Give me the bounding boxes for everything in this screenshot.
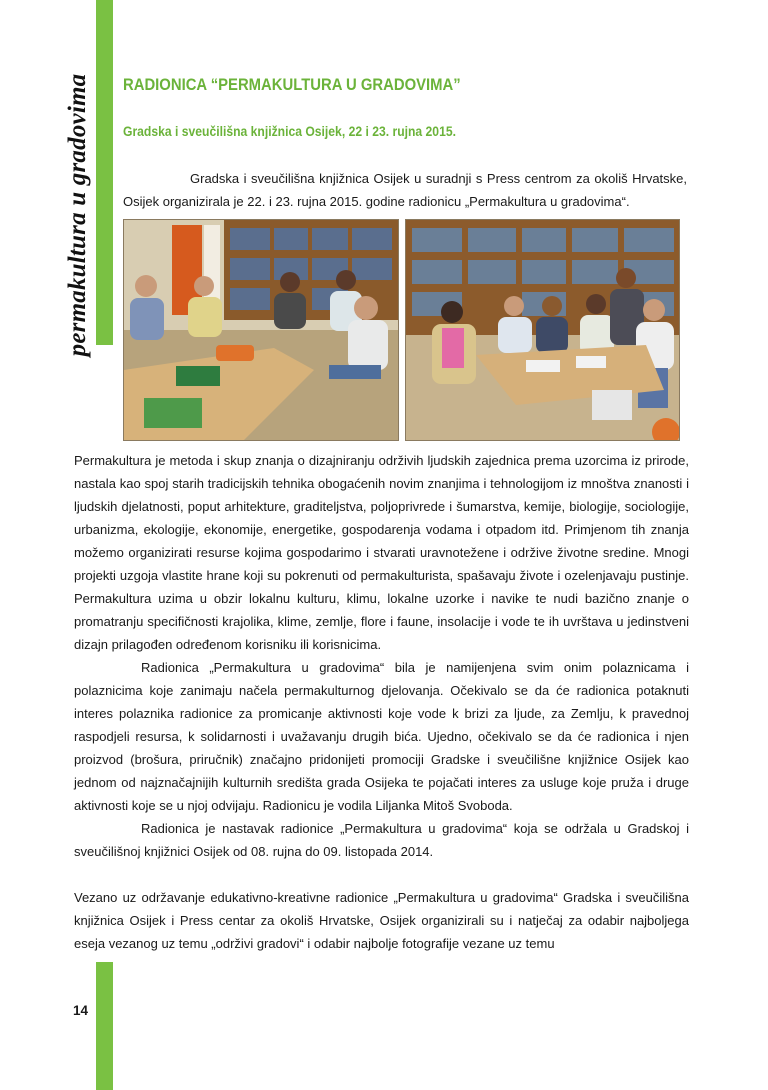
accent-bar-top [96,0,113,345]
article-headline: RADIONICA “PERMAKULTURA U GRADOVIMA” [123,76,461,94]
body-paragraph: Radionica je nastavak radionice „Permakultura u gradovima“ koja se održala u Gradskoj i sveučilišnoj knjižnici Osijek od 08. rujna do 09. listopada 2014. [74,821,689,859]
workshop-photo-right [405,219,680,441]
body-paragraph: Vezano uz održavanje edukativno-kreativne radionice „Permakultura u gradovima“ Gradska i sveučilišna knjižnica Osijek i Press centar za okoliš Hrvatske, Osijek organizirali su i natječaj za odabir najboljega eseja vezanog uz temu „održivi gradovi“ i odabir najbolje fotografije vezane uz temu [74,890,689,951]
page-number: 14 [73,1003,89,1018]
section-side-title: permakultura u gradovima [64,73,91,357]
body-paragraph: Permakultura je metoda i skup znanja o dizajniranju održivih ljudskih zajednica prema uzorcima iz prirode, nastala kao spoj starih tradicijskih tehnika obogaćenih novim znanjima i tehnologijom iz mnoštva znanosti i ljudskih djelatnosti, poput arhitekture, graditeljstva, poljoprivrede i šumarstva, kemije, biologije, sociologije, urbanizma, ekologije, ekonomije, energetike, gospodarenja vodama i otpadom itd. Primjenom tih znanja možemo organizirati resurse kojima gospodarimo i stvarati uravnotežene i održive životne sredine. Mnogi projekti uzgoja vlastite hrane koji su pokrenuti od permakulturista, spašavaju živote i ozelenjavaju pustinje. Permakultura uzima u obzir lokalnu kulturu, klimu, lokalne uzorke i navike te nudi bazično znanje o promatranju specifičnosti krajolika, klime, zemlje, flore i faune, insolacije i vode te ih uvrštava u jedinstveni dizajn prilagođen određenom korisniku ili korisnicima. [74,453,689,652]
intro-paragraph: Gradska i sveučilišna knjižnica Osijek u suradnji s Press centrom za okoliš Hrvatske, Osijek organizirala je 22. i 23. rujna 2015. godine radionicu „Permakultura u gradovima“. [123,171,687,209]
article-subheadline: Gradska i sveučilišna knjižnica Osijek, 22 i 23. rujna 2015. [123,124,456,139]
workshop-photo-left [123,219,399,441]
body-paragraph: Radionica „Permakultura u gradovima“ bila je namijenjena svim onim polaznicama i polaznicima koje zanimaju načela permakulturnog djelovanja. Očekivalo se da će radionica potaknuti interes polaznika radionice za promicanje aktivnosti koje vode k brizi za ljude, za Zemlju, k pravednoj raspodjeli resursa, k solidarnosti i uvažavanju drugih bića. Ujedno, očekivalo se da će radionica i njen proizvod (brošura, priručnik) značajno pridonijeti promociji Gradske i sveučilišne knjižnice Osijek kao jednom od najznačajnijih kulturnih središta grada Osijeka te pojačati interes za usluge koje pruža i druge aktivnosti koje se u njoj odvijaju. Radionicu je vodila Liljanka Mitoš Svoboda. [74,660,689,813]
accent-bar-bottom [96,962,113,1090]
article-body [74,449,689,955]
